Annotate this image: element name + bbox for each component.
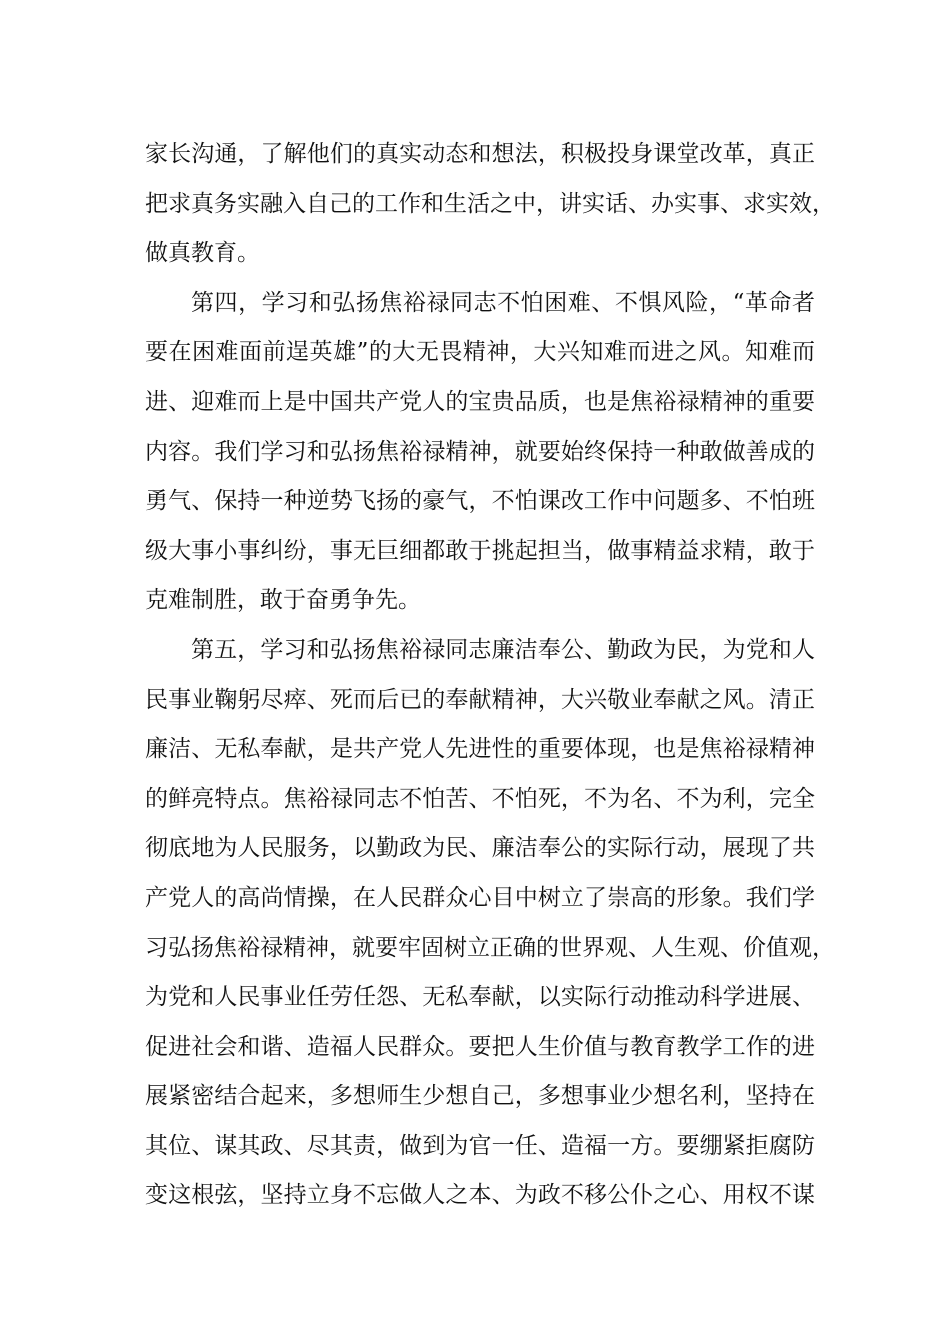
paragraph-fourth — [145, 279, 815, 626]
body-text — [145, 130, 835, 1221]
text-line: 克难制胜，敢于奋勇争先。 — [145, 587, 421, 614]
text-line: 级大事小事纠纷，事无巨细都敢于挑起担当，做事精益求精，敢于 — [145, 537, 815, 564]
text-line: 廉洁、无私奉献，是共产党人先进性的重要体现，也是焦裕禄精神 — [145, 736, 815, 763]
text-line: 要在困难面前逞英雄”的大无畏精神，大兴知难而进之风。知难而 — [145, 339, 815, 366]
text-line: 促进社会和谐、造福人民群众。要把人生价值与教育教学工作的进 — [145, 1033, 815, 1060]
text-line: 彻底地为人民服务，以勤政为民、廉洁奉公的实际行动，展现了共 — [145, 835, 815, 862]
text-line: 习弘扬焦裕禄精神，就要牢固树立正确的世界观、人生观、价值观， — [145, 934, 835, 961]
text-line: 做真教育。 — [145, 240, 260, 267]
text-line: 为党和人民事业任劳任怨、无私奉献，以实际行动推动科学进展、 — [145, 984, 815, 1011]
text-line: 展紧密结合起来，多想师生少想自己，多想事业少想名利，坚持在 — [145, 1083, 815, 1110]
text-line: 民事业鞠躬尽瘁、死而后已的奉献精神，大兴敬业奉献之风。清正 — [145, 686, 815, 713]
text-line: 变这根弦，坚持立身不忘做人之本、为政不移公仆之心、用权不谋 — [145, 1182, 815, 1209]
text-line: 其位、谋其政、尽其责，做到为官一任、造福一方。要绷紧拒腐防 — [145, 1132, 815, 1159]
text-line: 产党人的高尚情操，在人民群众心目中树立了崇高的形象。我们学 — [145, 884, 815, 911]
text-line: 第四，学习和弘扬焦裕禄同志不怕困难、不惧风险，“革命者 — [191, 289, 815, 316]
paragraph-continuation — [145, 130, 835, 279]
text-line: 家长沟通，了解他们的真实动态和想法，积极投身课堂改革，真正 — [145, 141, 815, 167]
text-line: 内容。我们学习和弘扬焦裕禄精神，就要始终保持一种敢做善成的 — [145, 438, 815, 465]
text-line: 进、迎难而上是中国共产党人的宝贵品质，也是焦裕禄精神的重要 — [145, 388, 815, 415]
paragraph-fifth — [145, 626, 835, 1221]
text-line: 勇气、保持一种逆势飞扬的豪气，不怕课改工作中问题多、不怕班 — [145, 488, 815, 515]
text-line: 第五，学习和弘扬焦裕禄同志廉洁奉公、勤政为民，为党和人 — [191, 636, 815, 663]
text-line: 把求真务实融入自己的工作和生活之中，讲实话、办实事、求实效， — [145, 190, 835, 217]
text-line: 的鲜亮特点。焦裕禄同志不怕苦、不怕死，不为名、不为利，完全 — [145, 785, 815, 812]
